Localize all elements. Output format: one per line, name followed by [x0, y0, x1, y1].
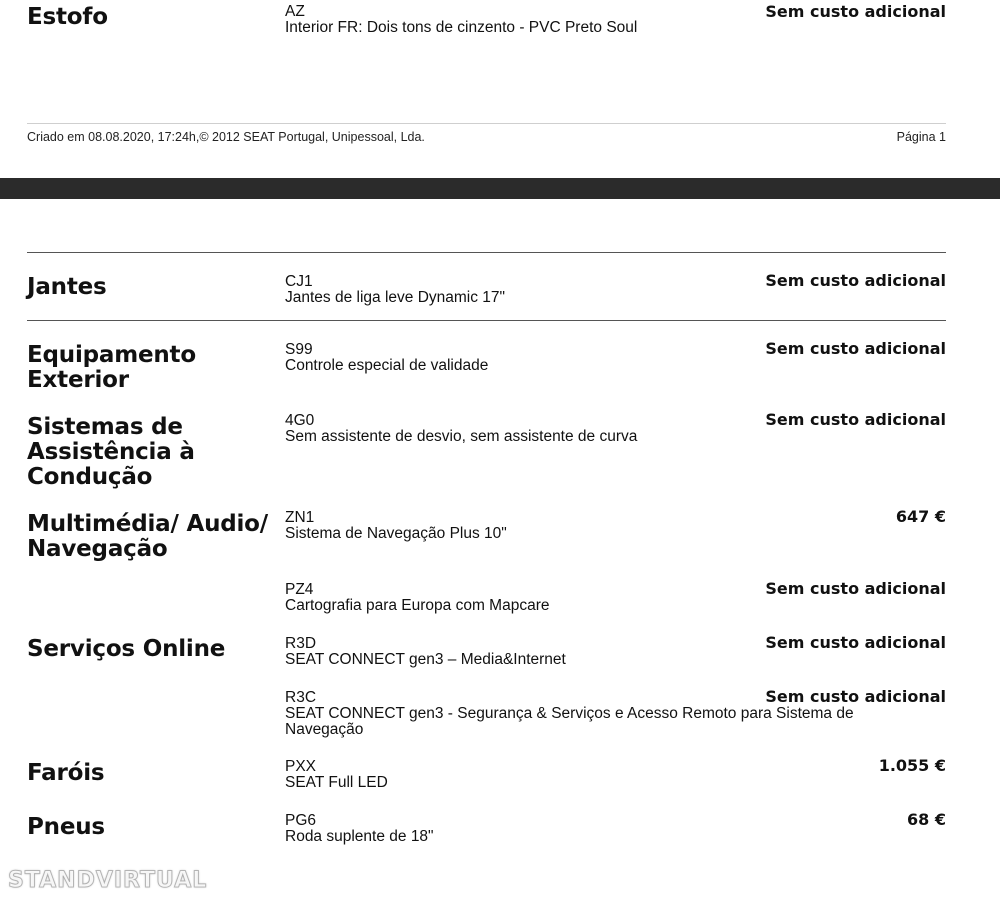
category-jantes: Jantes: [27, 274, 107, 300]
option-code-cj1: CJ1: [285, 273, 313, 290]
option-description-pxx: SEAT Full LED: [285, 774, 388, 791]
option-price-pg6: 68 €: [907, 810, 946, 829]
option-price-az: Sem custo adicional: [765, 2, 946, 21]
option-description-cj1: Jantes de liga leve Dynamic 17": [285, 289, 506, 306]
category-estofo: Estofo: [27, 4, 108, 30]
option-code-r3c: R3C: [285, 689, 317, 706]
option-price-r3d: Sem custo adicional: [765, 633, 946, 652]
category-sistemas-assistencia: Sistemas de Assistência à Condução: [27, 414, 195, 490]
option-description-zn1: Sistema de Navegação Plus 10": [285, 525, 507, 542]
option-code-s99: S99: [285, 341, 313, 358]
option-code-4g0: 4G0: [285, 412, 315, 429]
option-description-s99: Controle especial de validade: [285, 357, 489, 374]
category-multimedia: Multimédia/ Audio/ Navegação: [27, 511, 268, 562]
option-code-pg6: PG6: [285, 812, 317, 829]
category-farois: Faróis: [27, 760, 105, 786]
option-code-pz4: PZ4: [285, 581, 314, 598]
category-pneus: Pneus: [27, 814, 105, 840]
option-price-r3c: Sem custo adicional: [765, 687, 946, 706]
option-description-pg6: Roda suplente de 18": [285, 828, 434, 845]
section-divider-top: [27, 252, 946, 253]
option-description-r3c: SEAT CONNECT gen3 - Segurança & Serviços e Acesso Remoto para Sistema de Navegação: [285, 705, 854, 738]
option-price-zn1: 647 €: [895, 507, 946, 526]
option-description-4g0: Sem assistente de desvio, sem assistente de curva: [285, 428, 638, 445]
option-code-az: AZ: [285, 3, 305, 20]
watermark-logo: STANDVIRTUAL: [8, 868, 208, 893]
option-price-pxx: 1.055 €: [878, 756, 946, 775]
option-price-pz4: Sem custo adicional: [765, 579, 946, 598]
category-servicos-online: Serviços Online: [27, 636, 226, 662]
option-price-4g0: Sem custo adicional: [765, 410, 946, 429]
option-description-pz4: Cartografia para Europa com Mapcare: [285, 597, 550, 614]
option-description-az: Interior FR: Dois tons de cinzento - PVC Preto Soul: [285, 19, 638, 36]
option-code-pxx: PXX: [285, 758, 317, 775]
footer-page-number: Página 1: [896, 130, 946, 144]
section-divider-jantes: [27, 320, 946, 321]
option-code-r3d: R3D: [285, 635, 317, 652]
option-price-s99: Sem custo adicional: [765, 339, 946, 358]
footer-divider: [27, 123, 946, 124]
page-break-band: [0, 178, 1000, 199]
footer-created: Criado em 08.08.2020, 17:24h,© 2012 SEAT Portugal, Unipessoal, Lda.: [27, 130, 425, 144]
option-price-cj1: Sem custo adicional: [765, 271, 946, 290]
category-equipamento-exterior: Equipamento Exterior: [27, 342, 196, 393]
option-description-r3d: SEAT CONNECT gen3 – Media&Internet: [285, 651, 566, 668]
option-code-zn1: ZN1: [285, 509, 315, 526]
